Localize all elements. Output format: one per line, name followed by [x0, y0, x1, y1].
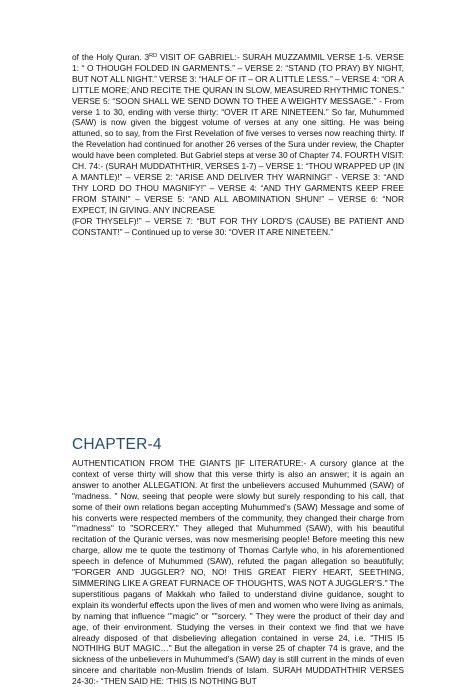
top-line-start: of the Holy Quran. 3: [72, 52, 150, 62]
chapter-body-text: AUTHENTICATION FROM THE GIANTS [IF LITERATURE:- A cursory glance at the context of verse thirty will show that this verse thirty is also an answer; it is again an answer to another ALLEGATION. At first the unbelievers accused Muhummed (SAW) of "madness. " Now, seeing that people were slowly but surely responding to his call, that some of their own relations began accepting Muhummed’s (SAW) Message and some of his converts were respected members of the community, they changed their charge from "’madness" to "SORCERY." They alleged that Muhummed (SAW), with his beautiful recitation of the Quranic verses, was now mesmerising people! Before meeting this new charge, allow me te quote the testimony of Thomas Carlyle who, in his aforementioned speech in defence of Muhummed (SAW), refuted the pagan allegation so beautifully; "FORGER AND JUGGLER? NO, NO! THIS GREAT FIERY HEART, SEETHING, SIMMERING LIKE A GREAT FURNACE OF THOUGHTS, WAS NOT A JUGGLER’S." The superstitious pagans of Makkah who failed to understand divine guidance, sought to explain its wonderful effects upon the lives of men and women who were living as animals, by naming that influence "’magic" or ""sorcery. " They were the product of their day and age, of their environment. Studying the verses in their context we find that we have already disposed of that disbelieving allegation contained in verse 24, i.e. "THIS I5 NOTHIHG BUT MAGIC…" But the allegation in verse 25 of chapter 74 is grave, and the sickness of the unbelievers in Muhummed’s (SAW) day is still current in the minds of even sincere and charitable non-Muslim friends of Islam. SURAH MUDDATHTHIR VERSES 24-30:- “THEN SAID HE: ‘THIS IS NOTHING BUT: [72, 458, 404, 687]
top-paragraph: [72, 52, 404, 237]
chapter-body: [72, 458, 404, 687]
chapter-heading: CHAPTER-4: [72, 436, 162, 453]
top-paragraph-body: [72, 52, 404, 216]
ordinal-superscript: RD: [149, 53, 158, 59]
top-paragraph-last: (FOR THYSELF)!” – VERSE 7: “BUT FOR THY LORD’S (CAUSE) BE PATIENT AND CONSTANT!” – Continued up to verse 30: “OVER IT ARE NINETEEN.”: [72, 215, 404, 237]
top-text: VISIT OF GABRIEL:- SURAH MUZZAMMIL VERSE 1-5. VERSE 1: “ O THOUGH FOLDED IN GARMENTS.” – VERSE 2: “STAND (TO PRAY) BY NIGHT, BUT NOT ALL NIGHT.” VERSE 3: “HALF OF IT – OR A LITTLE LESS.” – VERSE 4: “OR A LITTLE MORE; AND RECITE THE QURAN IN SLOW, MEASURED RHYTHMIC TONES.” VERSE 5: “SOON SHALL WE SEND DOWN TO THEE A WEIGHTY MESSAGE.” - From verse 1 to 30, ending with verse thirty: “OVER IT ARE NINETEEN.” So far, Muhummed (SAW) is now given the biggest volume of verses at any one sitting. He was being attuned, so to say, from the First Revelation of five verses to verses now reaching thirty. If the Revelation had continued for another 26 verses of the Sura under review, the Chapter would have been completed. But Gabriel steps at verse 30 of Chapter 74. FOURTH VISIT: CH. 74:- (SURAH MUDDATHTHIR, VERSES 1-7) – VERSE 1: “THOU WRAPPED UP (IN A MANTLE)!” – VERSE 2: “ARISE AND DELIVER THY WARNING!” - VERSE 3: “AND THY LORD DO THOU MAGNIFY!” – VERSE 4: “AND THY GARMENTS KEEP FREE FROM STAIN!” – VERSE 5: “AND ALL ABOMINATION SHUN!” – VERSE 6: “NOR EXPECT, IN GIVING. ANY INCREASE: [72, 52, 405, 215]
